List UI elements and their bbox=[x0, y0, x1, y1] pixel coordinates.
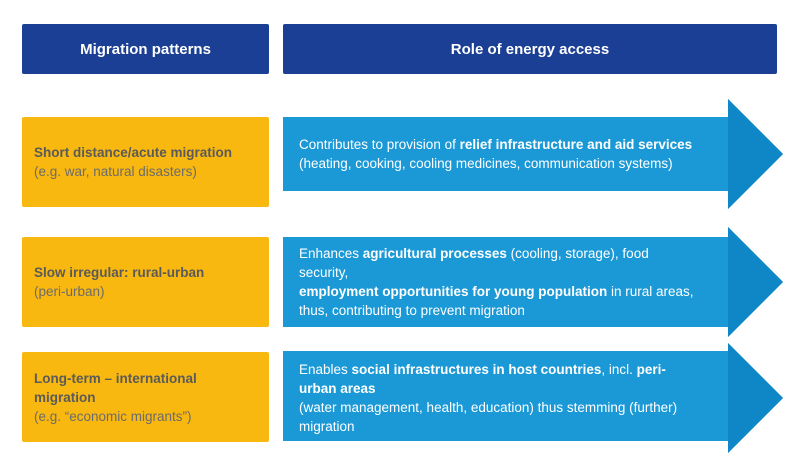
role-line-part: thus, contributing to prevent migration bbox=[299, 303, 525, 318]
role-text bbox=[299, 117, 699, 191]
pattern-subtitle: (e.g. war, natural disasters) bbox=[34, 164, 197, 179]
role-line bbox=[299, 398, 699, 417]
role-line-part: (water management, health, education) thus stemming (further) bbox=[299, 400, 678, 415]
role-arrow-long-term bbox=[283, 343, 783, 453]
role-arrow-short-distance bbox=[283, 99, 783, 209]
role-line-part: in rural areas, bbox=[607, 284, 694, 299]
role-line-part: (cooling, storage), food security, bbox=[299, 246, 649, 280]
pattern-subtitle: (peri-urban) bbox=[34, 284, 105, 299]
pattern-title: Short distance/acute migration bbox=[34, 145, 233, 160]
role-line bbox=[299, 282, 699, 301]
role-line bbox=[299, 135, 699, 154]
pattern-title: Slow irregular: rural-urban bbox=[34, 265, 205, 280]
header-migration-patterns-label: Migration patterns bbox=[80, 40, 211, 58]
header-role-of-energy-access bbox=[283, 24, 777, 74]
role-line-part: Enhances bbox=[299, 246, 363, 261]
role-line-bold: relief infrastructure and aid services bbox=[459, 137, 693, 152]
role-line-part: (heating, cooking, cooling medicines, communication systems) bbox=[299, 156, 673, 171]
role-line bbox=[299, 417, 699, 436]
pattern-box-short-distance bbox=[22, 117, 269, 207]
header-role-of-energy-access-label: Role of energy access bbox=[450, 40, 610, 58]
role-line-part: Contributes to provision of bbox=[299, 137, 460, 152]
role-text bbox=[299, 353, 699, 443]
role-line-bold: agricultural processes bbox=[362, 246, 507, 261]
role-line-bold: employment opportunities for young population bbox=[299, 284, 608, 299]
pattern-box-long-term bbox=[22, 352, 269, 442]
role-line-part: Enables bbox=[299, 362, 352, 377]
role-text bbox=[299, 237, 699, 327]
role-line bbox=[299, 154, 699, 173]
role-line-bold: peri-urban areas bbox=[299, 362, 666, 396]
header-migration-patterns bbox=[22, 24, 269, 74]
pattern-title: Long-term – international migration bbox=[34, 370, 197, 405]
role-line bbox=[299, 360, 699, 398]
role-line-part: migration bbox=[299, 419, 355, 434]
role-arrow-slow-irregular bbox=[283, 227, 783, 337]
role-line bbox=[299, 301, 699, 320]
pattern-subtitle: (e.g. “economic migrants”) bbox=[34, 408, 192, 424]
role-line-bold: social infrastructures in host countries bbox=[351, 362, 602, 377]
role-line-part: , incl. bbox=[601, 362, 637, 377]
pattern-box-slow-irregular bbox=[22, 237, 269, 327]
role-line bbox=[299, 244, 699, 282]
